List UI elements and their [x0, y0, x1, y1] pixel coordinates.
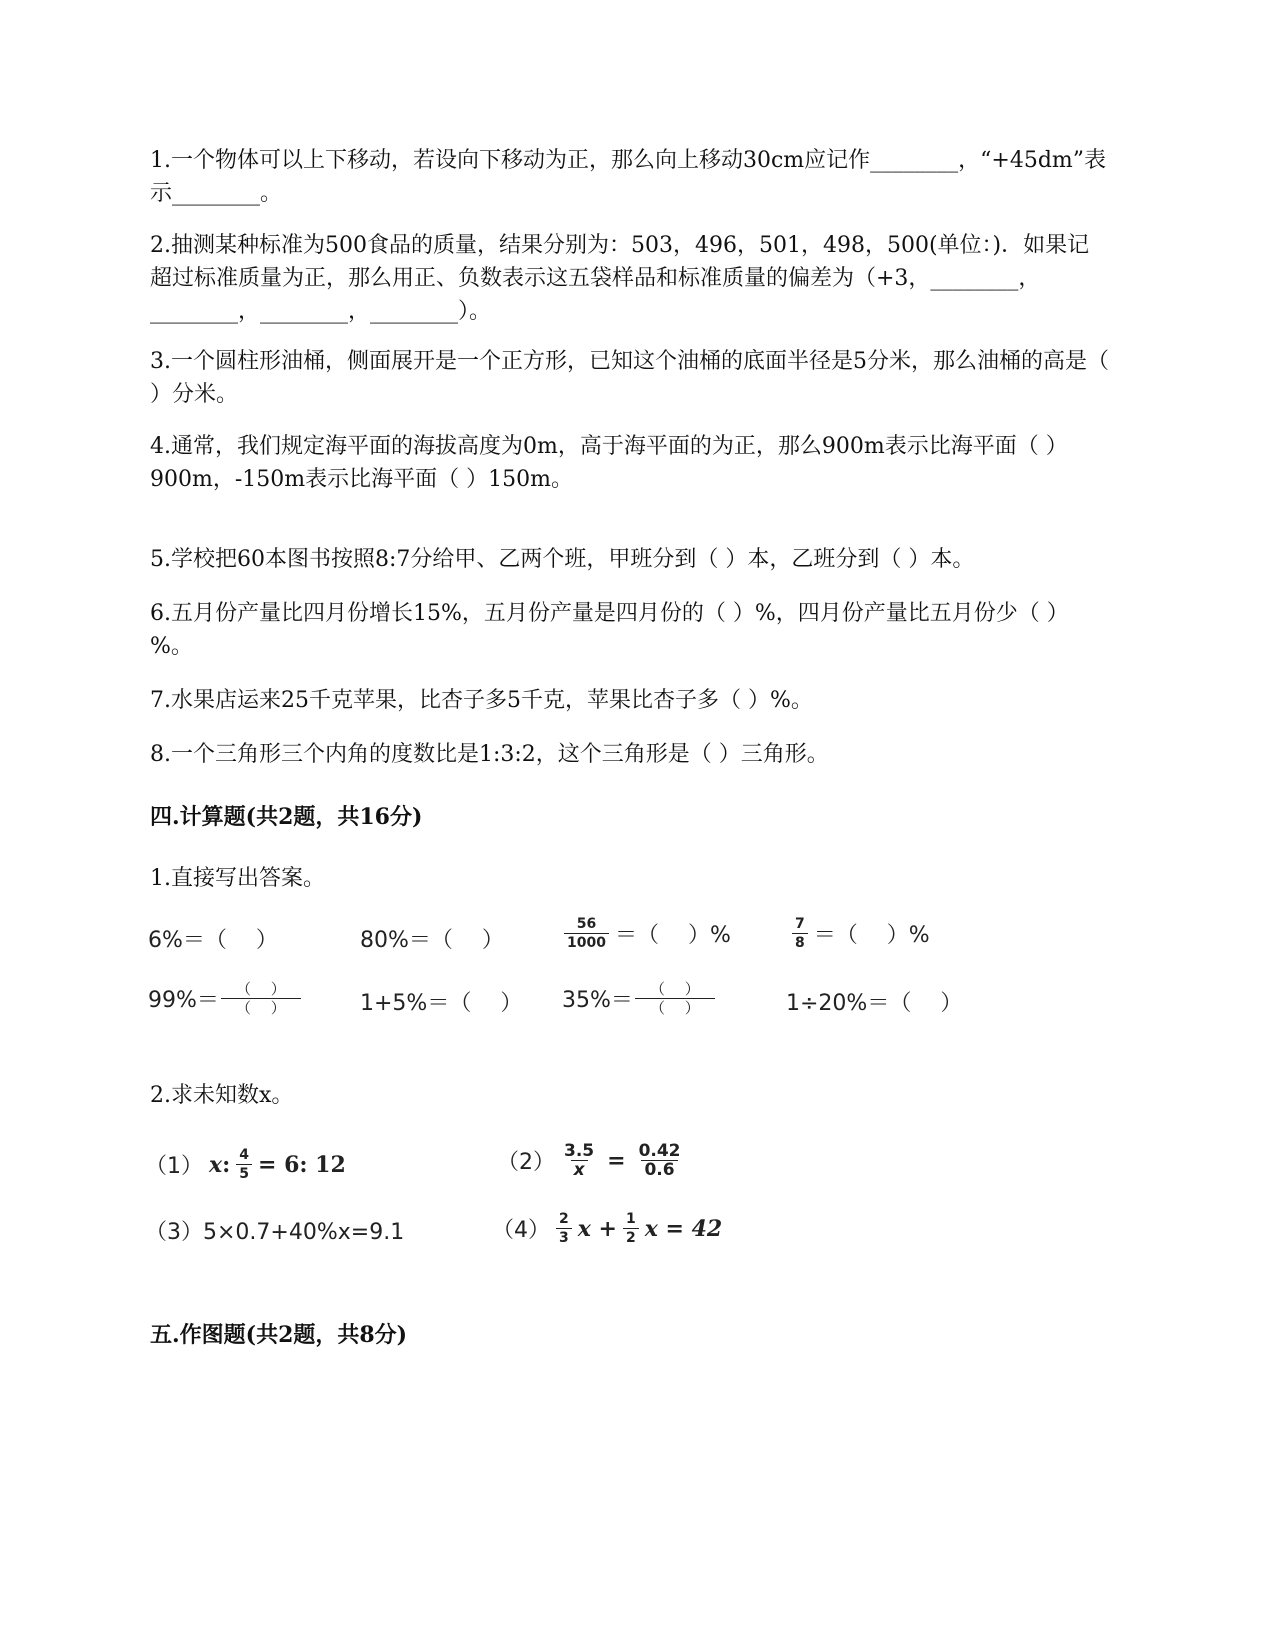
calc-g-blank-den: （ ）	[635, 998, 715, 1017]
calc-g-blank-num: （ ）	[650, 980, 700, 998]
calc-item-g	[562, 980, 715, 1017]
eq4-denominator-1: 3	[556, 1228, 572, 1247]
eq1-denominator: 5	[236, 1164, 252, 1183]
eq1-numerator: 4	[239, 1147, 249, 1163]
eq2-left-fraction	[561, 1142, 597, 1179]
calc-item-a	[148, 923, 278, 954]
section-4-heading: 四.计算题(共2题，共16分)	[150, 804, 423, 830]
equation-2	[497, 1142, 690, 1179]
calc-item-h	[786, 986, 962, 1017]
calc-e-text: 99%＝	[148, 988, 219, 1013]
eq4-fraction-1	[556, 1210, 572, 1247]
eq4-numerator-1: 2	[559, 1211, 569, 1227]
calc-f-text: 1+5%＝（ ）	[360, 991, 523, 1016]
fill-question-3: 3.一个圆柱形油桶，侧面展开是一个正方形，已知这个油桶的底面半径是5分米，那么油桶的高是（ ）分米。	[150, 349, 1116, 407]
calc-b-text: 80%＝（ ）	[360, 928, 504, 953]
eq2-right-fraction	[636, 1142, 684, 1179]
fill-question-5: 5.学校把60本图书按照8:7分给甲、乙两个班，甲班分到（ ）本，乙班分到（ ）本。	[150, 547, 975, 572]
eq1-colon: :	[222, 1151, 231, 1178]
eq1-label: （1）	[145, 1154, 203, 1179]
calc-c-denominator: 1000	[564, 933, 609, 952]
eq4-tail: x = 42	[644, 1215, 723, 1242]
eq4-denominator-2: 2	[623, 1228, 639, 1247]
equation-4	[492, 1210, 722, 1247]
eq4-x-term: x +	[577, 1215, 617, 1242]
fill-question-6: 6.五月份产量比四月份增长15%，五月份产量是四月份的（ ）%，四月份产量比五月份少（ ）%。	[150, 601, 1069, 659]
calc-item-d	[786, 915, 930, 952]
calc-d-denominator: 8	[792, 933, 808, 952]
eq4-fraction-2	[623, 1210, 639, 1247]
eq2-left-numerator: 3.5	[564, 1141, 595, 1161]
calc-e-blank-fraction	[221, 980, 301, 1017]
eq2-left-denominator: x	[571, 1160, 588, 1179]
fill-question-4: 4.通常，我们规定海平面的海拔高度为0m，高于海平面的为正，那么900m表示比海平面（ ）900m，-150m表示比海平面（ ）150m。	[150, 434, 1068, 492]
calc-h-text: 1÷20%＝（ ）	[786, 991, 963, 1016]
eq1-tail: = 6: 12	[258, 1151, 346, 1178]
eq2-label: （2）	[497, 1150, 555, 1175]
calc-a-text: 6%＝（ ）	[148, 928, 278, 953]
calc-item-e	[148, 980, 301, 1017]
calc-e-blank-num: （ ）	[236, 980, 286, 998]
calc-item-f	[360, 986, 522, 1017]
fill-question-8: 8.一个三角形三个内角的度数比是1:3:2，这个三角形是（ ）三角形。	[150, 742, 829, 767]
eq1-fraction	[236, 1146, 252, 1183]
eq3-text: （3）5×0.7+40%x=9.1	[145, 1220, 405, 1245]
calc-g-text: 35%＝	[562, 988, 633, 1013]
fill-question-7: 7.水果店运来25千克苹果，比杏子多5千克，苹果比杏子多（ ）%。	[150, 688, 813, 713]
equation-1	[145, 1146, 346, 1183]
calc-d-fraction	[792, 915, 808, 952]
eq1-x: x	[209, 1151, 223, 1178]
calc-item-b	[360, 923, 504, 954]
eq2-equals: =	[607, 1147, 626, 1174]
calc-e-blank-den: （ ）	[221, 998, 301, 1017]
calc-c-numerator: 56	[576, 916, 597, 932]
calc-prompt: 1.直接写出答案。	[150, 866, 325, 891]
calc-d-tail: ＝（ ）%	[813, 923, 930, 948]
calc-g-blank-fraction	[635, 980, 715, 1017]
eq2-right-numerator: 0.42	[638, 1141, 681, 1161]
eq2-right-denominator: 0.6	[641, 1160, 677, 1179]
equation-prompt: 2.求未知数x。	[150, 1083, 294, 1108]
calc-c-tail: ＝（ ）%	[614, 923, 731, 948]
calc-d-numerator: 7	[795, 916, 805, 932]
calc-c-fraction	[564, 915, 609, 952]
eq4-label: （4）	[492, 1218, 550, 1243]
fill-question-1: 1.一个物体可以上下移动，若设向下移动为正，那么向上移动30cm应记作________，“+45dm”表示________。	[150, 148, 1107, 206]
fill-question-2: 2.抽测某种标准为500食品的质量，结果分别为：503，496，501，498，500(单位：)．如果记超过标准质量为正，那么用正、负数表示这五袋样品和标准质量的偏差为（+3，________，________，________，________）。	[150, 233, 1090, 324]
eq4-numerator-2: 1	[625, 1211, 636, 1227]
equation-3	[145, 1215, 404, 1246]
calc-item-c	[558, 915, 731, 952]
section-5-heading: 五.作图题(共2题，共8分)	[150, 1322, 408, 1348]
